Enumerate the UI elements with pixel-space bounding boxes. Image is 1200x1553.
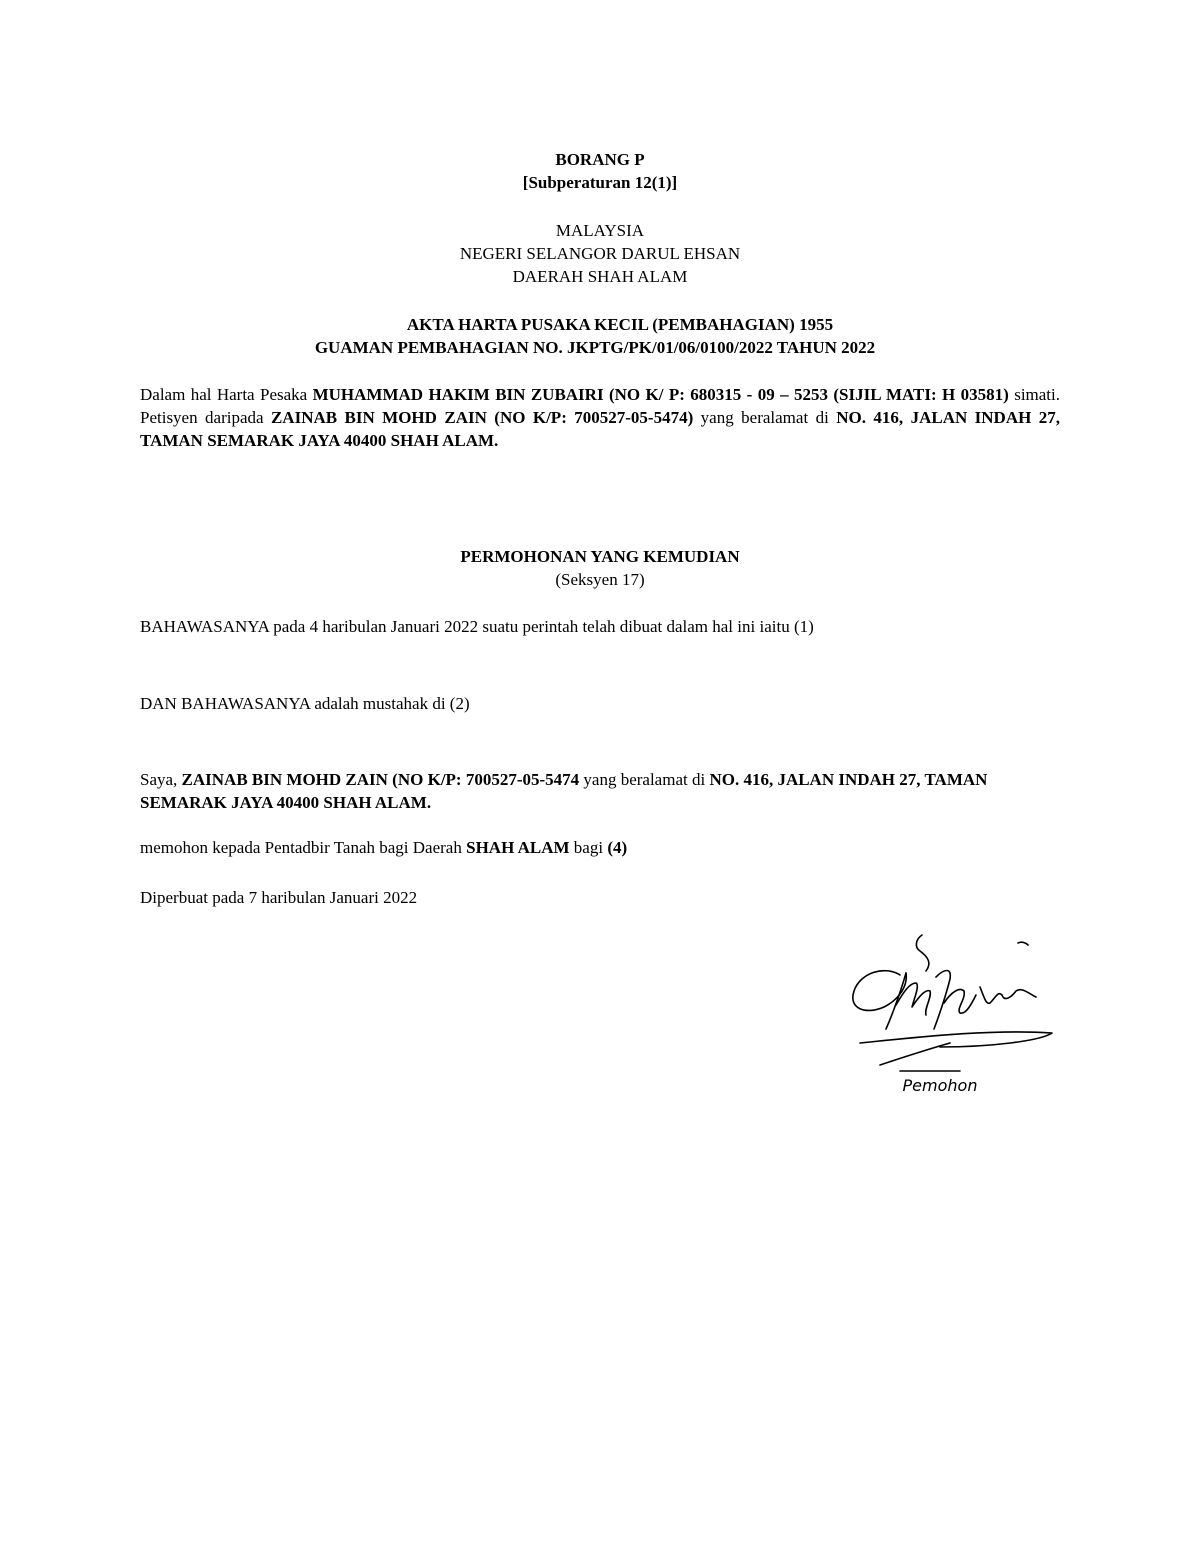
apply-district: SHAH ALAM [466, 838, 570, 857]
intro-text-2: simati. Petisyen daripada [140, 385, 1061, 427]
district: DAERAH SHAH ALAM [512, 267, 688, 286]
deceased-name: MUHAMMAD HAKIM BIN ZUBAIRI (NO K/ P: 680315 - 09 – 5253 (SIJIL MATI: H 03581) [312, 385, 1009, 404]
saya-text: Saya, [140, 770, 182, 789]
apply-ref: (4) [607, 838, 628, 857]
form-title: BORANG P [555, 150, 645, 169]
applicant-paragraph [140, 768, 1040, 814]
petitioner-address: NO. 416, JALAN INDAH 27, TAMAN SEMARAK JAYA 40400 SHAH ALAM. [140, 408, 1060, 450]
intro-text-3: yang beralamat di [693, 408, 837, 427]
applicant-address: NO. 416, JALAN INDAH 27, TAMAN SEMARAK JAYA 40400 SHAH ALAM. [140, 770, 988, 812]
signature-image [840, 925, 1070, 1075]
made-on-date: Diperbuat pada 7 haribulan Januari 2022 [140, 888, 418, 907]
petitioner-name: ZAINAB BIN MOHD ZAIN (NO K/P: 700527-05-5474) [270, 408, 694, 427]
section-title: PERMOHONAN YANG KEMUDIAN [460, 547, 740, 566]
apply-text-1: memohon kepada Pentadbir Tanah bagi Daerah [140, 838, 467, 857]
whereas-necessary: DAN BAHAWASANYA adalah mustahak di (2) [140, 694, 470, 713]
section-subtitle: (Seksyen 17) [555, 570, 645, 589]
application-line [140, 836, 1060, 859]
signature-label: Pemohon [902, 1076, 978, 1095]
state: NEGERI SELANGOR DARUL EHSAN [459, 244, 741, 263]
subregulation: [Subperaturan 12(1)] [522, 173, 678, 192]
intro-text-1: Dalam hal Harta Pesaka [140, 385, 313, 404]
saya-text-2: yang beralamat di [579, 770, 710, 789]
act-title: AKTA HARTA PUSAKA KECIL (PEMBAHAGIAN) 1955 [406, 315, 834, 334]
whereas-order: BAHAWASANYA pada 4 haribulan Januari 2022 suatu perintah telah dibuat dalam hal ini iaitu (1) [140, 617, 814, 636]
apply-text-2: bagi [569, 838, 608, 857]
applicant-name: ZAINAB BIN MOHD ZAIN (NO K/P: 700527-05-5474 [181, 770, 580, 789]
intro-paragraph [140, 383, 1060, 452]
case-number: GUAMAN PEMBAHAGIAN NO. JKPTG/PK/01/06/0100/2022 TAHUN 2022 [314, 338, 876, 357]
country: MALAYSIA [555, 221, 645, 240]
